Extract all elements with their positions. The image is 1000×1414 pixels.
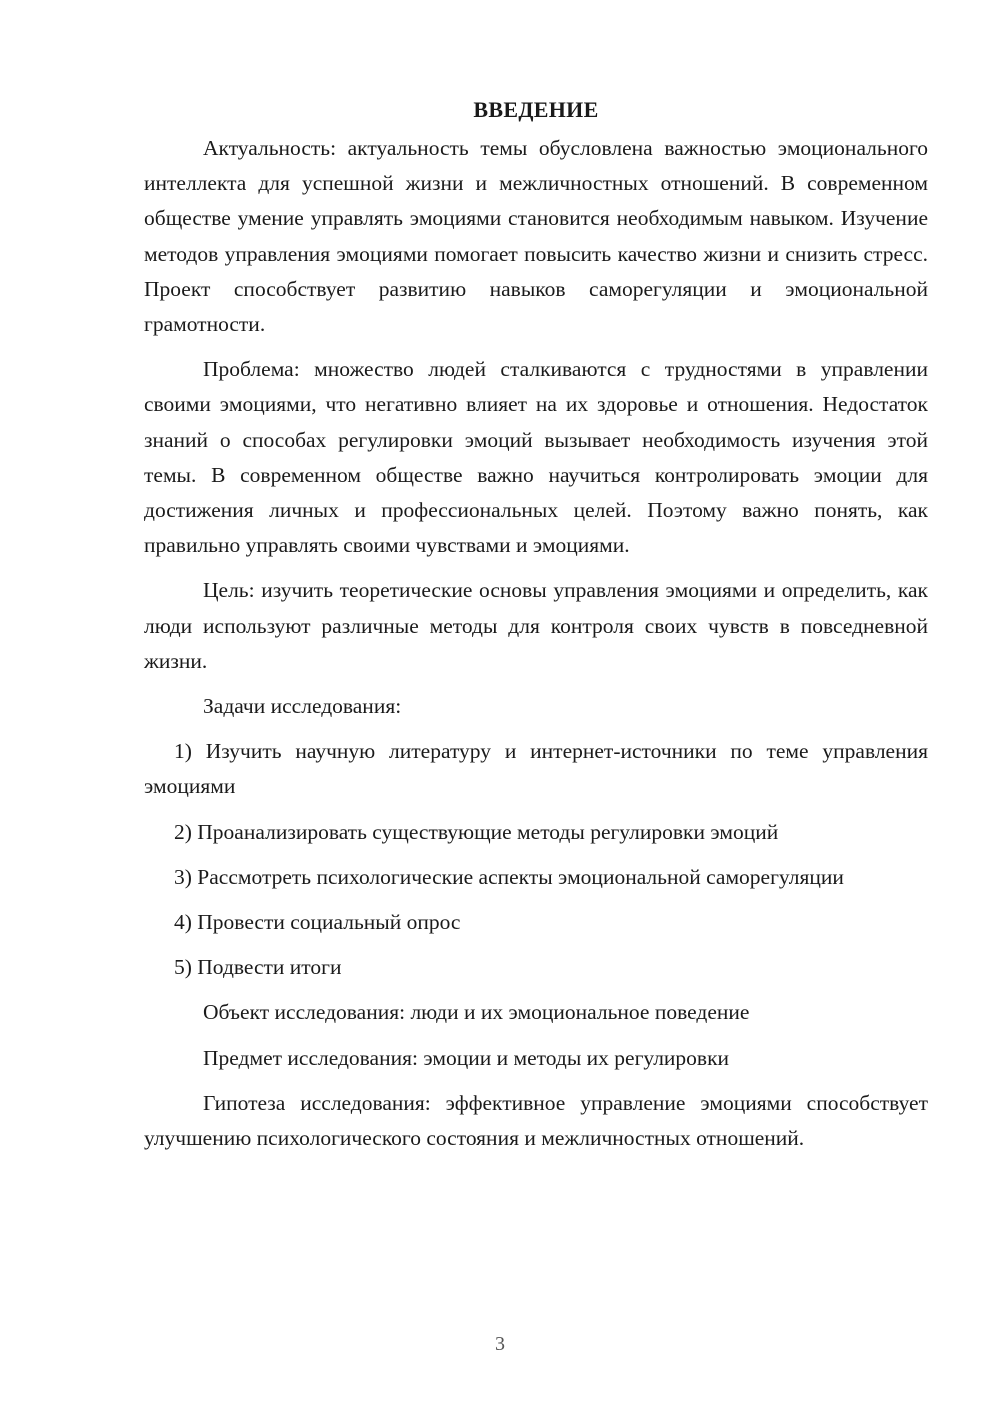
paragraph-goal: Цель: изучить теоретические основы управления эмоциями и определить, как люди используют различные методы для контроля своих чувств в повседневной жизни. — [144, 578, 928, 673]
paragraph-relevance: Актуальность: актуальность темы обусловлена важностью эмоционального интеллекта для успешной жизни и межличностных отношений. В современном обществе умение управлять эмоциями становится необходимым навыком. Изучение методов управления эмоциями помогает повысить качество жизни и снизить стресс. Проект способствует развитию навыков саморегуляции и эмоциональной грамотности. — [144, 136, 928, 337]
task-item-4: 4) Провести социальный опрос — [174, 910, 461, 935]
paragraph-hypothesis: Гипотеза исследования: эффективное управление эмоциями способствует улучшению психологического состояния и межличностных отношений. — [144, 1090, 928, 1151]
paragraph-problem: Проблема: множество людей сталкиваются с трудностями в управлении своими эмоциями, что негативно влияет на их здоровье и отношения. Недостаток знаний о способах регулировки эмоций вызывает необходимость изучения этой темы. В современном обществе важно научиться контролировать эмоции для достижения личных и профессиональных целей. Поэтому важно понять, как правильно управлять своими чувствами и эмоциями. — [144, 357, 928, 558]
task-item-5: 5) Подвести итоги — [174, 955, 342, 980]
paragraph-subject: Предмет исследования: эмоции и методы их регулировки — [203, 1045, 730, 1070]
task-item-1: 1) Изучить научную литературу и интернет-источники по теме управления эмоциями — [144, 739, 928, 799]
task-item-3: 3) Рассмотреть психологические аспекты эмоциональной саморегуляции — [174, 864, 844, 889]
paragraph-object: Объект исследования: люди и их эмоциональное поведение — [203, 1000, 750, 1025]
paragraph-tasks-heading: Задачи исследования: — [203, 694, 402, 719]
document-page — [144, 92, 928, 1166]
page-number: 3 — [495, 1333, 505, 1355]
task-item-2: 2) Проанализировать существующие методы регулировки эмоций — [174, 819, 779, 844]
section-title: ВВЕДЕНИЕ — [473, 97, 599, 122]
